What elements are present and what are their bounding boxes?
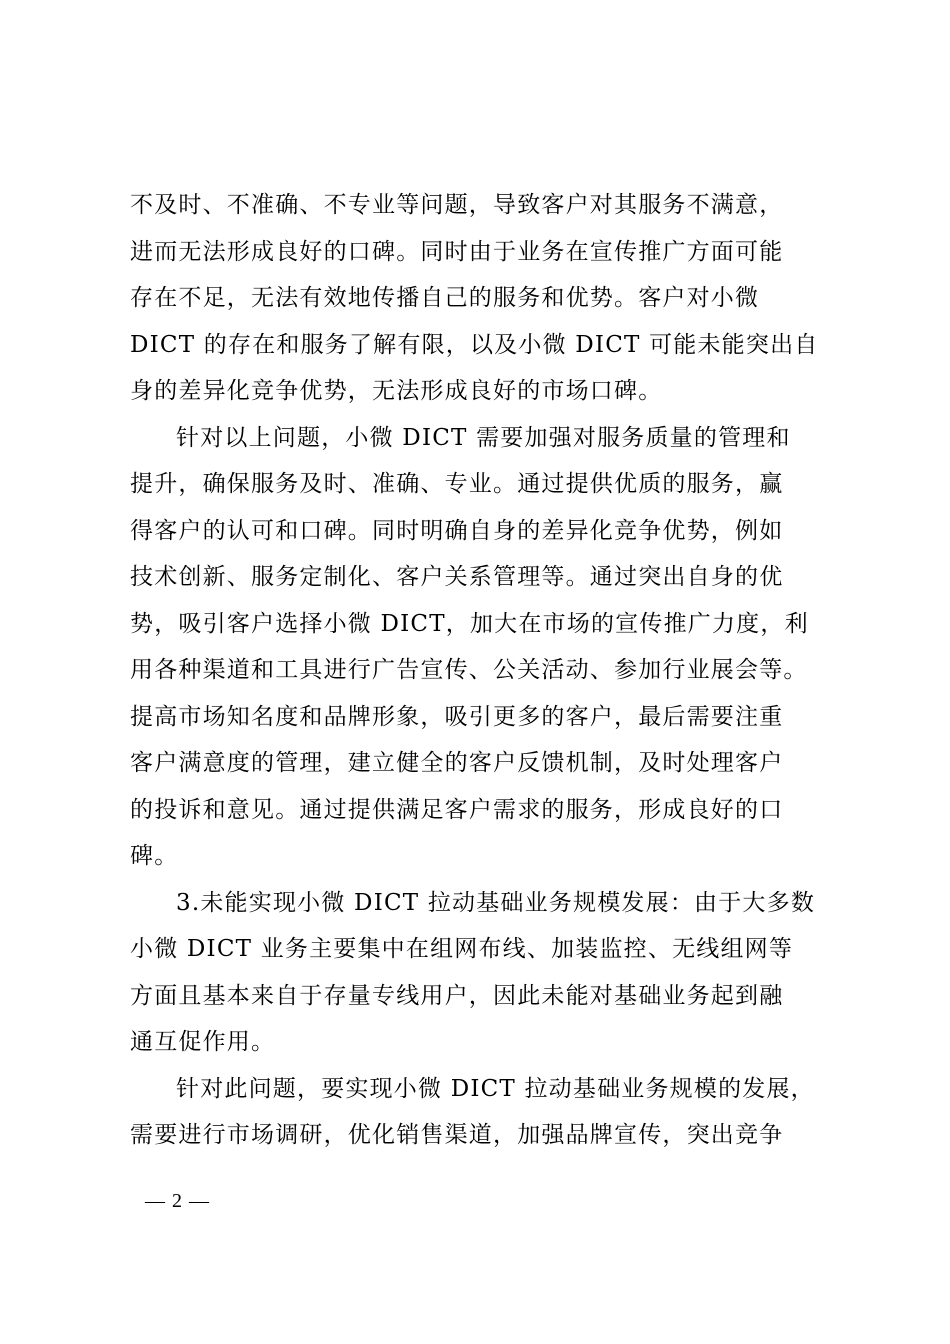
text-line: 方面且基本来自于存量专线用户，因此未能对基础业务起到融	[130, 982, 784, 1009]
text-line: DICT 的存在和服务了解有限，以及小微 DICT 可能未能突出自	[130, 331, 819, 358]
text-line: 需要进行市场调研，优化销售渠道，加强品牌宣传，突出竞争	[130, 1122, 784, 1148]
text-line: 不及时、不准确、不专业等问题，导致客户对其服务不满意，	[130, 192, 784, 218]
paragraph-4	[130, 1066, 850, 1159]
text-line-first: 3.未能实现小微 DICT 拉动基础业务规模发展：由于大多数	[176, 889, 816, 916]
text-line: 进而无法形成良好的口碑。同时由于业务在宣传推广方面可能	[130, 238, 784, 265]
document-body	[130, 182, 850, 1159]
text-line: 碑。	[130, 843, 179, 869]
text-line-first: 针对此问题，要实现小微 DICT 拉动基础业务规模的发展，	[176, 1075, 815, 1102]
paragraph-3	[130, 880, 850, 1066]
text-line: 提高市场知名度和品牌形象，吸引更多的客户，最后需要注重	[130, 703, 784, 730]
text-line: 小微 DICT 业务主要集中在组网布线、加装监控、无线组网等	[130, 936, 794, 962]
text-line: 用各种渠道和工具进行广告宣传、公关活动、参加行业展会等。	[130, 657, 808, 683]
text-line: 客户满意度的管理，建立健全的客户反馈机制，及时处理客户	[130, 750, 784, 776]
text-line: 势，吸引客户选择小微 DICT，加大在市场的宣传推广力度，利	[130, 610, 809, 637]
text-line-first: 针对以上问题，小微 DICT 需要加强对服务质量的管理和	[176, 424, 791, 451]
text-line: 提升，确保服务及时、准确、专业。通过提供优质的服务，赢	[130, 471, 784, 497]
text-line: 技术创新、服务定制化、客户关系管理等。通过突出自身的优	[130, 564, 784, 590]
text-line: 身的差异化竞争优势，无法形成良好的市场口碑。	[130, 378, 663, 404]
text-line: 通互促作用。	[130, 1029, 276, 1055]
text-line: 存在不足，无法有效地传播自己的服务和优势。客户对小微	[130, 285, 760, 311]
text-line: 的投诉和意见。通过提供满足客户需求的服务，形成良好的口	[130, 796, 784, 823]
page-number: — 2 —	[145, 1190, 210, 1212]
paragraph-2	[130, 415, 850, 880]
text-line: 得客户的认可和口碑。同时明确自身的差异化竞争优势，例如	[130, 517, 784, 544]
paragraph-1	[130, 182, 850, 415]
